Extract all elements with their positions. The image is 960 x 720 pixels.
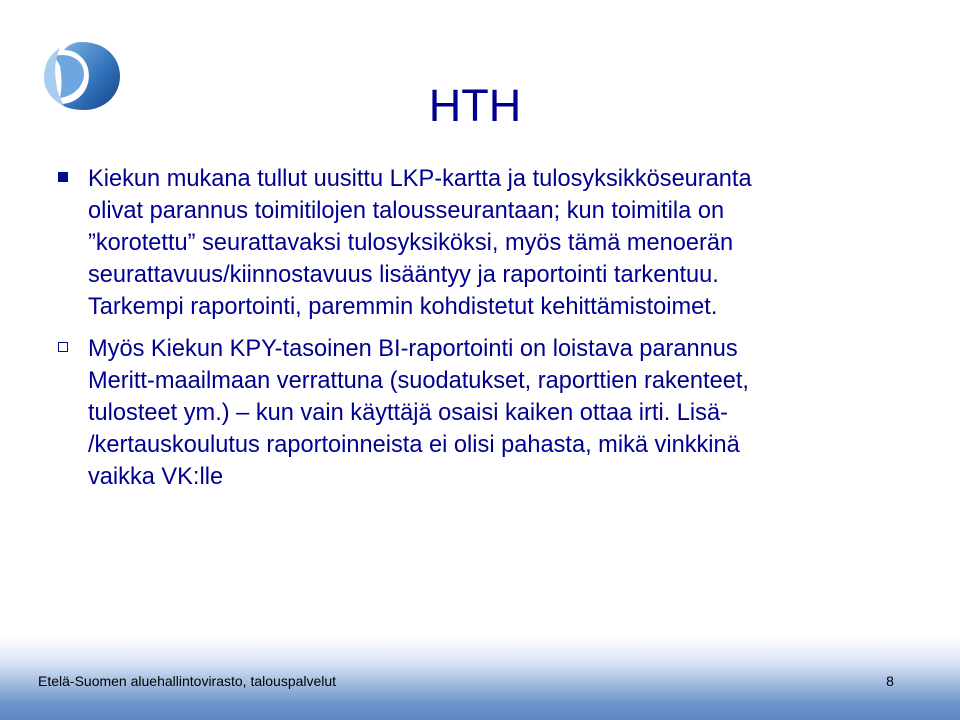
square-bullet-icon [58,172,68,182]
bullet-text-line: /kertauskoulutus raportoinneista ei olisi pahasta, mikä vinkkinä [88,432,740,458]
bullet-item [58,163,858,323]
square-outline-bullet-icon [58,342,68,352]
bullet-text-line: Kiekun mukana tullut uusittu LKP-kartta ja tulosyksikköseuranta [88,166,752,192]
bullet-item [58,333,858,493]
bullet-text-line: Meritt-maailmaan verrattuna (suodatukset, raporttien rakenteet, [88,368,749,394]
bullet-text-line: seurattavuus/kiinnostavuus lisääntyy ja raportointi tarkentuu. [88,262,719,288]
bullet-text-line: Myös Kiekun KPY-tasoinen BI-raportointi on loistava parannus [88,336,738,362]
footer-organization: Etelä-Suomen aluehallintovirasto, talouspalvelut [38,673,337,689]
bullet-text-line: olivat parannus toimitilojen talousseurantaan; kun toimitila on [88,198,725,224]
bullet-text-line: ”korotettu” seurattavaksi tulosyksiköksi, myös tämä menoerän [88,230,734,256]
bullet-list [58,163,858,493]
bullet-text-line: vaikka VK:lle [88,464,224,490]
bullet-text-line: Tarkempi raportointi, paremmin kohdistetut kehittämistoimet. [88,294,718,320]
slide-title: HTH [428,80,522,131]
page-number: 8 [886,673,894,689]
bullet-text-line: tulosteet ym.) – kun vain käyttäjä osaisi kaiken ottaa irti. Lisä- [88,400,728,426]
avi-logo-icon [40,36,124,114]
